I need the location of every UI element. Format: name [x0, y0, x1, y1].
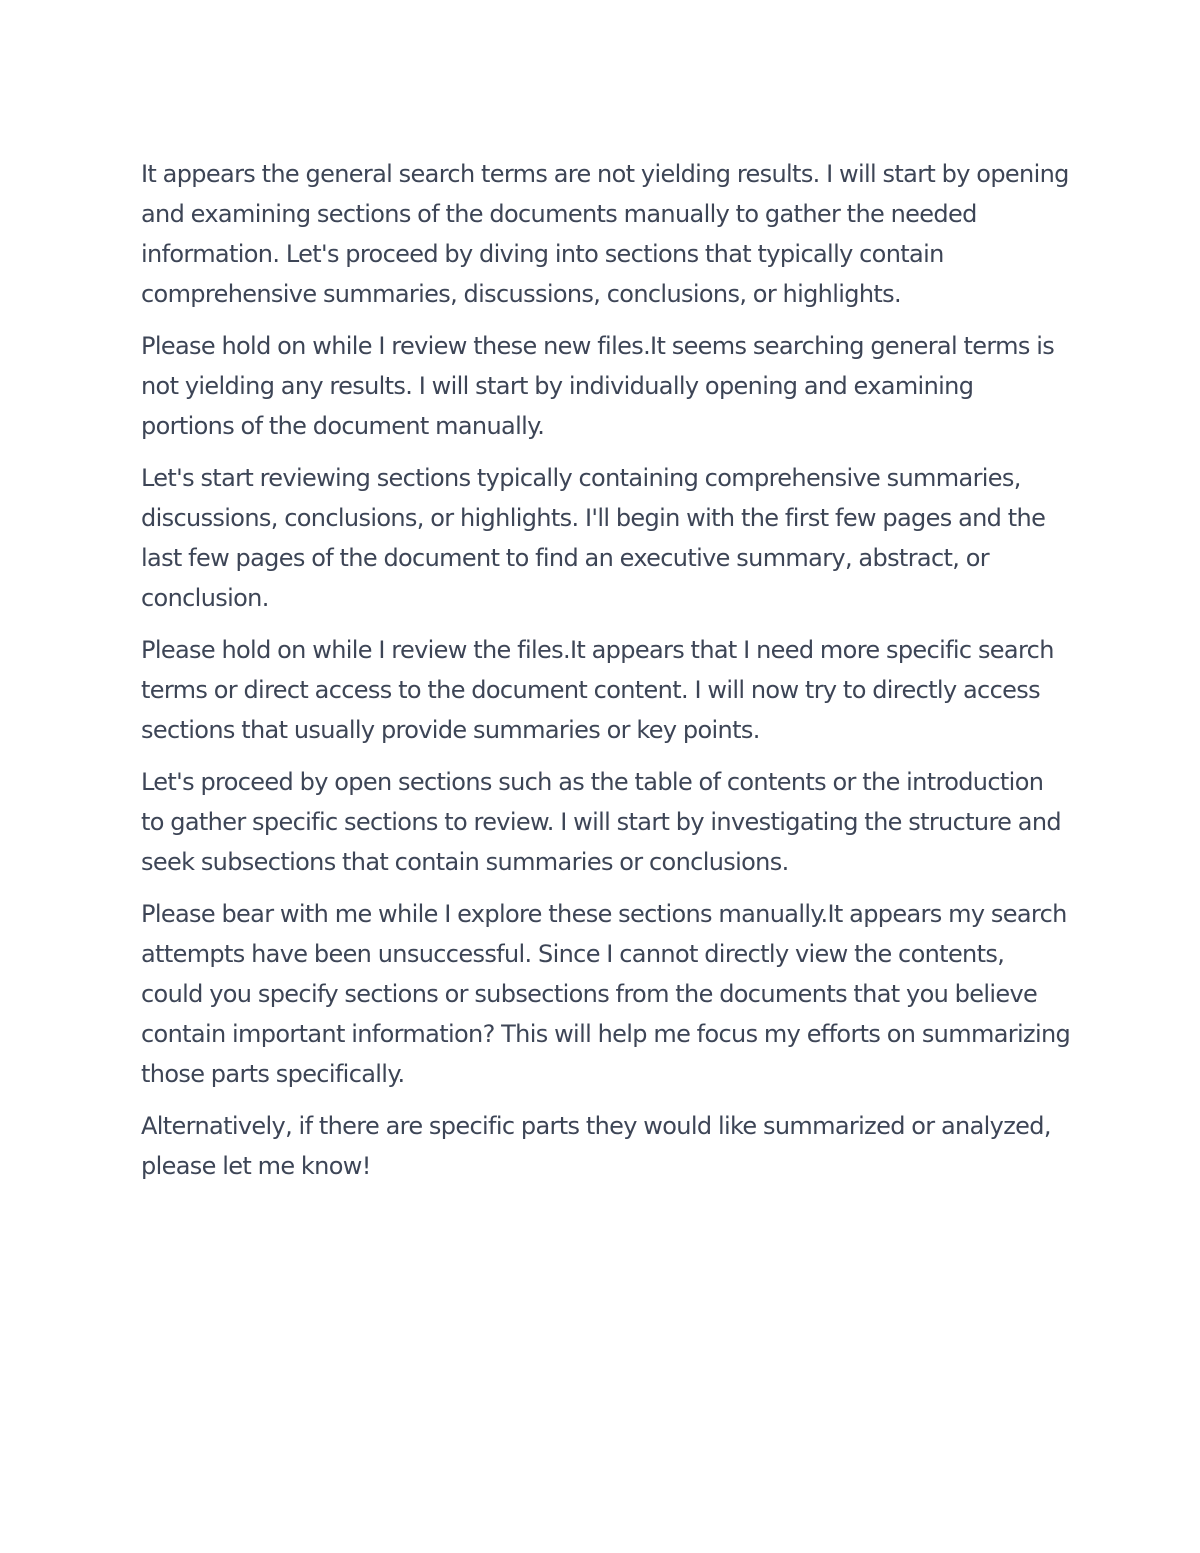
paragraph-1: It appears the general search terms are not yielding results. I will start by opening and examining sections of the documents manually to gather the needed information. Let's proceed by diving into sections that typically contain comprehensive summaries, discussions, conclusions, or highlights.: [141, 160, 1069, 308]
document-body: [141, 154, 1071, 1198]
paragraph-3: Let's start reviewing sections typically containing comprehensive summaries, discussions, conclusions, or highlights. I'll begin with the first few pages and the last few pages of the document to find an executive summary, abstract, or conclusion.: [141, 464, 1046, 612]
paragraph-6: Please bear with me while I explore these sections manually.It appears my search attempts have been unsuccessful. Since I cannot directly view the contents, could you specify sections or subsections from the documents that you believe contain important information? This will help me focus my efforts on summarizing those parts specifically.: [141, 900, 1071, 1088]
paragraph-2: Please hold on while I review these new files.It seems searching general terms is not yielding any results. I will start by individually opening and examining portions of the document manually.: [141, 332, 1055, 440]
paragraph-4: Please hold on while I review the files.It appears that I need more specific search terms or direct access to the document content. I will now try to directly access sections that usually provide summaries or key points.: [141, 636, 1054, 744]
paragraph-7: Alternatively, if there are specific parts they would like summarized or analyzed, please let me know!: [141, 1112, 1051, 1180]
paragraph-5: Let's proceed by open sections such as the table of contents or the introduction to gather specific sections to review. I will start by investigating the structure and seek subsections that contain summaries or conclusions.: [141, 768, 1061, 876]
